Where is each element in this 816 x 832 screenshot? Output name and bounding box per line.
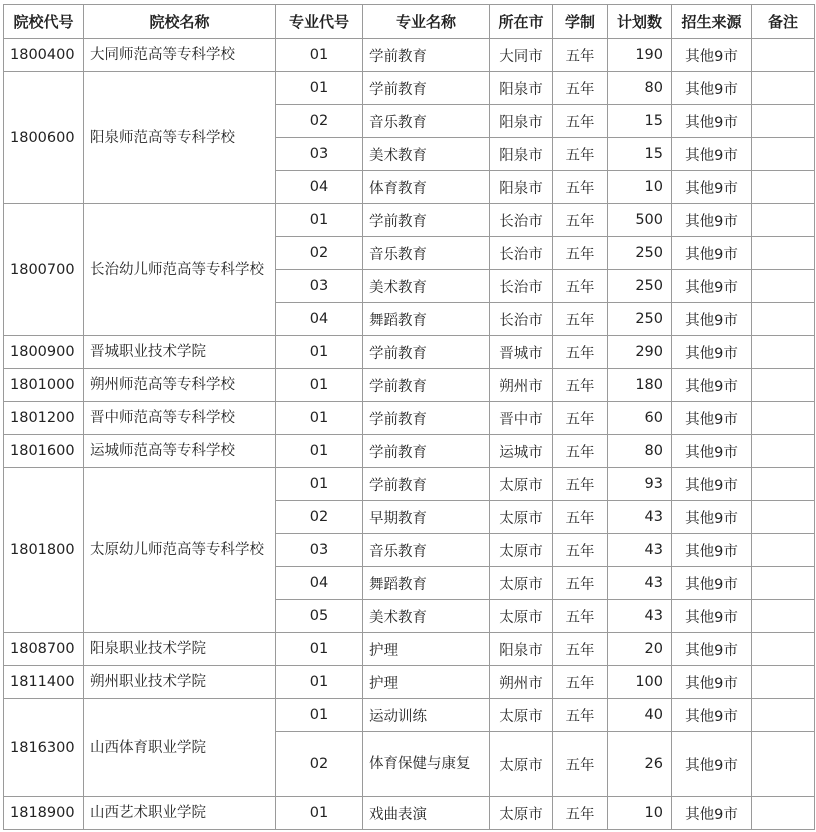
city-cell: 太原市: [490, 468, 553, 501]
duration-cell: 五年: [553, 138, 608, 171]
note-cell: [752, 369, 815, 402]
school-code-cell: 1800400: [4, 39, 84, 72]
plan-count-cell: 15: [608, 105, 672, 138]
source-cell: 其他9市: [672, 402, 752, 435]
major-code-cell: 02: [276, 732, 363, 797]
table-row: [4, 666, 815, 699]
major-code-cell: 01: [276, 468, 363, 501]
col-header-major-name: 专业名称: [363, 5, 490, 39]
duration-cell: 五年: [553, 501, 608, 534]
source-cell: 其他9市: [672, 270, 752, 303]
city-cell: 长治市: [490, 237, 553, 270]
school-code-cell: 1818900: [4, 797, 84, 830]
major-code-cell: 03: [276, 270, 363, 303]
table-header-row: [4, 5, 815, 39]
note-cell: [752, 501, 815, 534]
school-name-cell: 山西体育职业学院: [84, 699, 276, 797]
city-cell: 阳泉市: [490, 105, 553, 138]
source-cell: 其他9市: [672, 435, 752, 468]
major-name-cell: 学前教育: [363, 72, 490, 105]
duration-cell: 五年: [553, 303, 608, 336]
table-row: [4, 336, 815, 369]
school-code-cell: 1800700: [4, 204, 84, 336]
major-name-cell: 学前教育: [363, 204, 490, 237]
duration-cell: 五年: [553, 435, 608, 468]
major-code-cell: 02: [276, 501, 363, 534]
table-body: [4, 39, 815, 830]
note-cell: [752, 600, 815, 633]
major-code-cell: 03: [276, 534, 363, 567]
major-name-cell: 学前教育: [363, 336, 490, 369]
major-name-cell: 音乐教育: [363, 534, 490, 567]
plan-count-cell: 500: [608, 204, 672, 237]
major-name-cell: 学前教育: [363, 468, 490, 501]
major-code-cell: 01: [276, 369, 363, 402]
city-cell: 运城市: [490, 435, 553, 468]
major-name-cell: 音乐教育: [363, 237, 490, 270]
major-code-cell: 02: [276, 237, 363, 270]
note-cell: [752, 402, 815, 435]
source-cell: 其他9市: [672, 303, 752, 336]
major-code-cell: 04: [276, 303, 363, 336]
table-row: [4, 797, 815, 830]
school-code-cell: 1816300: [4, 699, 84, 797]
school-name-cell: 朔州职业技术学院: [84, 666, 276, 699]
duration-cell: 五年: [553, 336, 608, 369]
table-row: [4, 633, 815, 666]
major-name-cell: 美术教育: [363, 138, 490, 171]
note-cell: [752, 797, 815, 830]
major-name-cell: 戏曲表演: [363, 797, 490, 830]
note-cell: [752, 105, 815, 138]
note-cell: [752, 204, 815, 237]
plan-count-cell: 43: [608, 501, 672, 534]
city-cell: 太原市: [490, 534, 553, 567]
note-cell: [752, 633, 815, 666]
city-cell: 阳泉市: [490, 138, 553, 171]
source-cell: 其他9市: [672, 204, 752, 237]
major-name-cell: 舞蹈教育: [363, 303, 490, 336]
source-cell: 其他9市: [672, 534, 752, 567]
note-cell: [752, 303, 815, 336]
city-cell: 长治市: [490, 204, 553, 237]
table-row: [4, 204, 815, 237]
duration-cell: 五年: [553, 402, 608, 435]
city-cell: 朔州市: [490, 666, 553, 699]
major-code-cell: 01: [276, 633, 363, 666]
plan-count-cell: 80: [608, 435, 672, 468]
school-name-cell: 运城师范高等专科学校: [84, 435, 276, 468]
major-name-cell: 护理: [363, 633, 490, 666]
source-cell: 其他9市: [672, 600, 752, 633]
major-name-cell: 学前教育: [363, 39, 490, 72]
duration-cell: 五年: [553, 105, 608, 138]
duration-cell: 五年: [553, 633, 608, 666]
note-cell: [752, 666, 815, 699]
note-cell: [752, 336, 815, 369]
col-header-major-code: 专业代号: [276, 5, 363, 39]
note-cell: [752, 435, 815, 468]
plan-count-cell: 43: [608, 534, 672, 567]
major-name-cell: 学前教育: [363, 369, 490, 402]
major-code-cell: 04: [276, 171, 363, 204]
table-row: [4, 72, 815, 105]
source-cell: 其他9市: [672, 39, 752, 72]
duration-cell: 五年: [553, 171, 608, 204]
city-cell: 阳泉市: [490, 171, 553, 204]
duration-cell: 五年: [553, 369, 608, 402]
city-cell: 太原市: [490, 567, 553, 600]
city-cell: 长治市: [490, 303, 553, 336]
school-name-cell: 长治幼儿师范高等专科学校: [84, 204, 276, 336]
major-code-cell: 01: [276, 336, 363, 369]
col-header-note: 备注: [752, 5, 815, 39]
table-row: [4, 468, 815, 501]
note-cell: [752, 270, 815, 303]
source-cell: 其他9市: [672, 237, 752, 270]
table-row: [4, 39, 815, 72]
duration-cell: 五年: [553, 468, 608, 501]
city-cell: 朔州市: [490, 369, 553, 402]
source-cell: 其他9市: [672, 105, 752, 138]
col-header-plan-count: 计划数: [608, 5, 672, 39]
note-cell: [752, 72, 815, 105]
major-code-cell: 02: [276, 105, 363, 138]
source-cell: 其他9市: [672, 369, 752, 402]
plan-count-cell: 290: [608, 336, 672, 369]
duration-cell: 五年: [553, 732, 608, 797]
duration-cell: 五年: [553, 567, 608, 600]
plan-count-cell: 250: [608, 237, 672, 270]
school-code-cell: 1800900: [4, 336, 84, 369]
major-code-cell: 01: [276, 435, 363, 468]
table-row: [4, 369, 815, 402]
note-cell: [752, 468, 815, 501]
major-name-cell: 学前教育: [363, 402, 490, 435]
plan-count-cell: 80: [608, 72, 672, 105]
major-code-cell: 01: [276, 204, 363, 237]
major-code-cell: 01: [276, 797, 363, 830]
school-name-cell: 晋中师范高等专科学校: [84, 402, 276, 435]
school-name-cell: 山西艺术职业学院: [84, 797, 276, 830]
major-code-cell: 04: [276, 567, 363, 600]
table-row: [4, 402, 815, 435]
plan-count-cell: 43: [608, 600, 672, 633]
duration-cell: 五年: [553, 666, 608, 699]
note-cell: [752, 732, 815, 797]
major-name-cell: 美术教育: [363, 270, 490, 303]
col-header-duration: 学制: [553, 5, 608, 39]
note-cell: [752, 39, 815, 72]
major-name-cell: 运动训练: [363, 699, 490, 732]
note-cell: [752, 138, 815, 171]
plan-count-cell: 26: [608, 732, 672, 797]
source-cell: 其他9市: [672, 336, 752, 369]
major-name-cell: 体育教育: [363, 171, 490, 204]
school-code-cell: 1800600: [4, 72, 84, 204]
school-name-cell: 朔州师范高等专科学校: [84, 369, 276, 402]
duration-cell: 五年: [553, 534, 608, 567]
school-name-cell: 阳泉职业技术学院: [84, 633, 276, 666]
note-cell: [752, 567, 815, 600]
plan-count-cell: 250: [608, 270, 672, 303]
duration-cell: 五年: [553, 600, 608, 633]
source-cell: 其他9市: [672, 501, 752, 534]
major-name-cell: 体育保健与康复: [363, 732, 490, 797]
note-cell: [752, 534, 815, 567]
source-cell: 其他9市: [672, 72, 752, 105]
major-code-cell: 05: [276, 600, 363, 633]
major-code-cell: 01: [276, 39, 363, 72]
duration-cell: 五年: [553, 699, 608, 732]
note-cell: [752, 699, 815, 732]
plan-count-cell: 180: [608, 369, 672, 402]
plan-count-cell: 250: [608, 303, 672, 336]
major-name-cell: 护理: [363, 666, 490, 699]
table-row: [4, 435, 815, 468]
city-cell: 晋中市: [490, 402, 553, 435]
city-cell: 阳泉市: [490, 72, 553, 105]
col-header-source: 招生来源: [672, 5, 752, 39]
note-cell: [752, 237, 815, 270]
enrollment-plan-table: [3, 4, 815, 830]
col-header-school-name: 院校名称: [84, 5, 276, 39]
city-cell: 太原市: [490, 699, 553, 732]
note-cell: [752, 171, 815, 204]
duration-cell: 五年: [553, 237, 608, 270]
major-name-cell: 美术教育: [363, 600, 490, 633]
plan-count-cell: 10: [608, 171, 672, 204]
source-cell: 其他9市: [672, 732, 752, 797]
school-name-cell: 太原幼儿师范高等专科学校: [84, 468, 276, 633]
source-cell: 其他9市: [672, 468, 752, 501]
col-header-city: 所在市: [490, 5, 553, 39]
major-code-cell: 01: [276, 699, 363, 732]
city-cell: 阳泉市: [490, 633, 553, 666]
source-cell: 其他9市: [672, 666, 752, 699]
major-code-cell: 01: [276, 402, 363, 435]
major-code-cell: 01: [276, 666, 363, 699]
source-cell: 其他9市: [672, 567, 752, 600]
city-cell: 太原市: [490, 501, 553, 534]
source-cell: 其他9市: [672, 633, 752, 666]
school-code-cell: 1808700: [4, 633, 84, 666]
school-code-cell: 1801000: [4, 369, 84, 402]
plan-count-cell: 93: [608, 468, 672, 501]
plan-count-cell: 43: [608, 567, 672, 600]
plan-count-cell: 100: [608, 666, 672, 699]
school-name-cell: 阳泉师范高等专科学校: [84, 72, 276, 204]
source-cell: 其他9市: [672, 797, 752, 830]
plan-count-cell: 190: [608, 39, 672, 72]
source-cell: 其他9市: [672, 138, 752, 171]
city-cell: 太原市: [490, 732, 553, 797]
duration-cell: 五年: [553, 72, 608, 105]
source-cell: 其他9市: [672, 699, 752, 732]
major-name-cell: 学前教育: [363, 435, 490, 468]
city-cell: 太原市: [490, 600, 553, 633]
school-code-cell: 1811400: [4, 666, 84, 699]
duration-cell: 五年: [553, 270, 608, 303]
plan-count-cell: 40: [608, 699, 672, 732]
plan-count-cell: 15: [608, 138, 672, 171]
duration-cell: 五年: [553, 797, 608, 830]
duration-cell: 五年: [553, 39, 608, 72]
source-cell: 其他9市: [672, 171, 752, 204]
plan-count-cell: 10: [608, 797, 672, 830]
major-name-cell: 音乐教育: [363, 105, 490, 138]
major-code-cell: 01: [276, 72, 363, 105]
school-code-cell: 1801800: [4, 468, 84, 633]
table-row: [4, 699, 815, 732]
major-name-cell: 舞蹈教育: [363, 567, 490, 600]
duration-cell: 五年: [553, 204, 608, 237]
city-cell: 晋城市: [490, 336, 553, 369]
city-cell: 大同市: [490, 39, 553, 72]
city-cell: 长治市: [490, 270, 553, 303]
major-name-cell: 早期教育: [363, 501, 490, 534]
plan-count-cell: 20: [608, 633, 672, 666]
school-name-cell: 大同师范高等专科学校: [84, 39, 276, 72]
city-cell: 太原市: [490, 797, 553, 830]
school-name-cell: 晋城职业技术学院: [84, 336, 276, 369]
col-header-school-code: 院校代号: [4, 5, 84, 39]
major-code-cell: 03: [276, 138, 363, 171]
school-code-cell: 1801600: [4, 435, 84, 468]
plan-count-cell: 60: [608, 402, 672, 435]
school-code-cell: 1801200: [4, 402, 84, 435]
